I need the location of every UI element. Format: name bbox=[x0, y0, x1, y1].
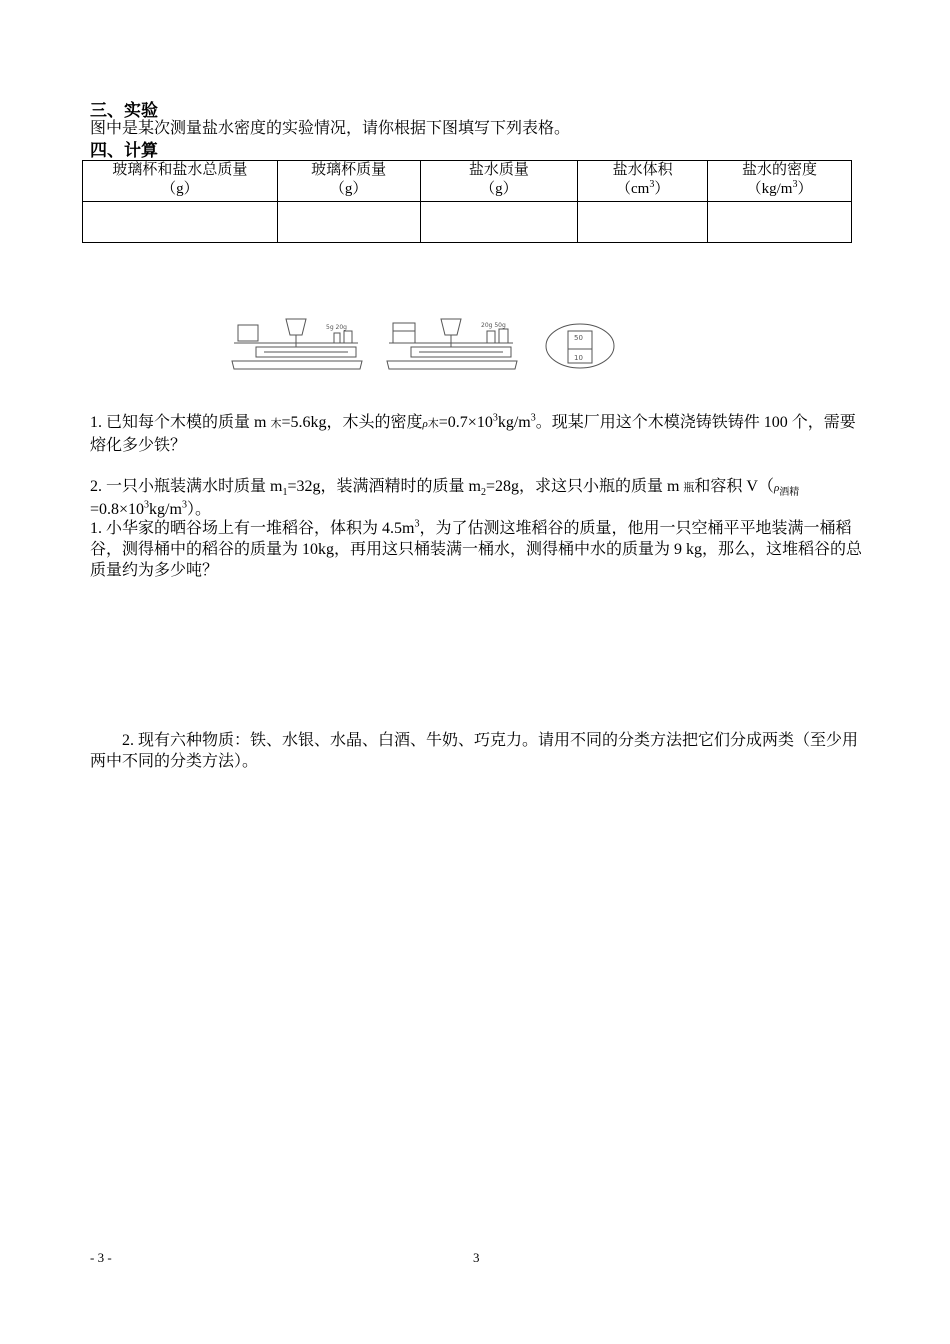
answer-cell[interactable] bbox=[83, 202, 278, 243]
header-brine-volume: 盐水体积 $(cm^3)$ bbox=[578, 161, 708, 202]
answer-cell[interactable] bbox=[708, 202, 852, 243]
beaker-icon bbox=[238, 325, 258, 341]
header-total-mass: 玻璃杯和盐水总质量 （g） bbox=[83, 161, 278, 202]
question-2-bottle: 2. 一只小瓶装满水时质量 $m_1=32g$，装满酒精时的质量 $m_2=28g$，求这只小瓶的质量 m 瓶和容积 $V(\rho_{酒精}=0.8\times 10^3kg/m^3)$。 bbox=[90, 478, 800, 518]
section-4-title: 四、计算 bbox=[90, 141, 158, 161]
balance-scale-2 bbox=[387, 319, 517, 369]
header-cup-mass: 玻璃杯质量 （g） bbox=[277, 161, 420, 202]
svg-text:20g 50g: 20g 50g bbox=[481, 322, 506, 329]
table-answer-row bbox=[83, 202, 852, 243]
question-4-classification: 2. 现有六种物质：铁、水银、水晶、白酒、牛奶、巧克力。请用不同的分类方法把它们分成两类（至少用两中不同的分类方法）。 bbox=[90, 732, 859, 770]
density-table bbox=[82, 160, 852, 243]
svg-text:5g 20g: 5g 20g bbox=[326, 324, 347, 331]
question-1-wood-model: 1. 已知每个木模的质量 m 木=5.6kg，木头的密度ρ木$=0.7\times 10^3kg/m^3$。现某厂用这个木模浇铸铁铸件 100 个，需要熔化多少铁？ bbox=[90, 412, 856, 454]
question-3-grain: 1. 小华家的晒谷场上有一堆稻谷，体积为 $4.5m^3$，为了估测这堆稻谷的质量，他用一只空桶平平地装满一桶稻谷，测得桶中的稻谷的质量为 10kg，再用这只桶装满一桶水，测得桶中水的质量为 9 kg，那么，这堆稻谷的总质量约为多少吨？ bbox=[90, 518, 863, 579]
answer-cell[interactable] bbox=[578, 202, 708, 243]
beaker-icon bbox=[393, 323, 415, 343]
footer-page-number: 3 bbox=[473, 1250, 480, 1265]
balance-scale-1 bbox=[232, 319, 362, 369]
experiment-intro: 图中是某次测量盐水密度的实验情况，请你根据下图填写下列表格。 bbox=[90, 120, 571, 137]
section-3-title: 三、实验 bbox=[90, 101, 158, 121]
footer-page-left: - 3 - bbox=[90, 1250, 112, 1265]
svg-text:50: 50 bbox=[574, 334, 583, 342]
table-header-row bbox=[83, 161, 852, 202]
measuring-cylinder bbox=[546, 324, 614, 368]
header-brine-density: 盐水的密度 $(kg/m^3)$ bbox=[708, 161, 852, 202]
header-brine-mass: 盐水质量 （g） bbox=[420, 161, 578, 202]
answer-cell[interactable] bbox=[277, 202, 420, 243]
answer-cell[interactable] bbox=[420, 202, 578, 243]
svg-text:10: 10 bbox=[574, 354, 583, 362]
experiment-figure bbox=[228, 313, 618, 375]
